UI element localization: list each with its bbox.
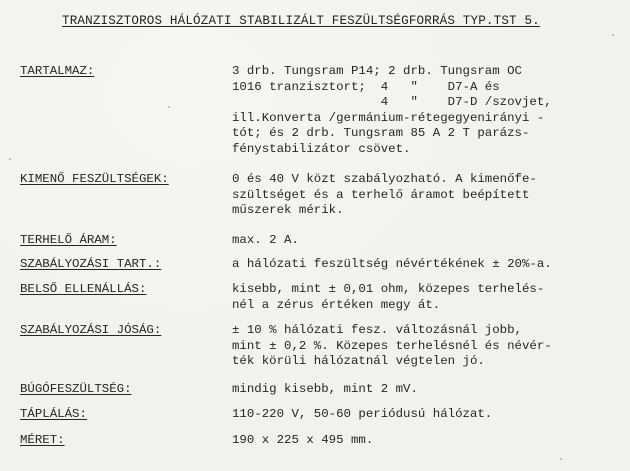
spec-value-output-voltages: 0 és 40 V közt szabályozható. A kimenőfe- szültséget és a terhelő áramot beépített műszerek mérik.	[232, 172, 537, 218]
spec-value-dimensions: 190 x 225 x 495 mm.	[232, 433, 374, 447]
spec-label-regulation-quality: SZABÁLYOZÁSI JÓSÁG:	[20, 323, 162, 337]
spec-label-ripple-voltage: BÚGÓFESZÜLTSÉG:	[20, 382, 132, 396]
spec-label-internal-resistance: BELSŐ ELLENÁLLÁS:	[20, 282, 147, 296]
spec-label-power-supply: TÁPLÁLÁS:	[20, 407, 87, 421]
spec-label-regulation-range: SZABÁLYOZÁSI TART.:	[20, 257, 162, 271]
spec-label-load-current: TERHELŐ ÁRAM:	[20, 233, 117, 247]
spec-value-regulation-range: a hálózati feszültség névértékének ± 20%-a.	[232, 257, 552, 271]
spec-label-output-voltages: KIMENŐ FESZÜLTSÉGEK:	[20, 172, 169, 186]
spec-value-power-supply: 110-220 V, 50-60 periódusú hálózat.	[232, 407, 493, 421]
paper-speck	[560, 458, 562, 460]
spec-value-internal-resistance: kisebb, mint ± 0,01 ohm, közepes terhelés- nél a zérus értéken megy át.	[232, 282, 545, 312]
document-title: TRANZISZTOROS HÁLÓZATI STABILIZÁLT FESZÜLTSÉGFORRÁS TYP.TST 5.	[62, 14, 540, 28]
paper-speck	[168, 106, 170, 108]
paper-speck	[612, 34, 614, 36]
spec-value-load-current: max. 2 A.	[232, 233, 299, 247]
spec-value-contents: 3 drb. Tungsram P14; 2 drb. Tungsram OC 1016 tranzisztort; 4 " D7-A és 4 " D7-D /szovjet, ill.Konverta /germánium-rétegegyenirányi - tót; és 2 drb. Tungsram 85 A 2 T parázs- fénystabilizátor csövet.	[232, 64, 552, 156]
spec-label-contents: TARTALMAZ:	[20, 64, 95, 78]
paper-speck	[9, 158, 11, 160]
spec-value-ripple-voltage: mindig kisebb, mint 2 mV.	[232, 382, 418, 396]
spec-label-dimensions: MÉRET:	[20, 433, 65, 447]
spec-value-regulation-quality: ± 10 % hálózati fesz. változásnál jobb, mint ± 0,2 %. Közepes terhelésnél és névér- ték körüli hálózatnál végtelen jó.	[232, 323, 552, 369]
